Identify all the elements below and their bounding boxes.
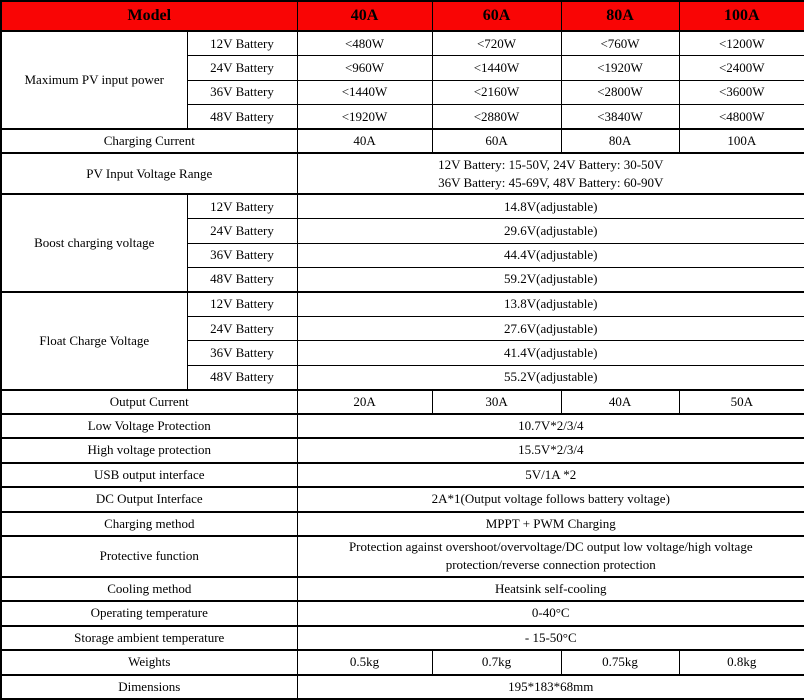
- value-line: Protection against overshoot/overvoltage/DC output low voltage/high voltage: [348, 539, 753, 555]
- value-cell: 30A: [432, 390, 561, 414]
- row-label-cooling-method: Cooling method: [1, 577, 297, 601]
- row-label-storage-ambient-temperature: Storage ambient temperature: [1, 626, 297, 650]
- row-label-operating-temperature: Operating temperature: [1, 601, 297, 625]
- value-cell: <1920W: [297, 105, 432, 129]
- table-row-storage-ambient-temperature: [1, 626, 804, 650]
- row-label-charging-method: Charging method: [1, 512, 297, 536]
- table-row-high-voltage-protection: [1, 438, 804, 462]
- row-label-output-current: Output Current: [1, 390, 297, 414]
- table-row-weights: [1, 650, 804, 674]
- sub-label-cell: 24V Battery: [187, 316, 297, 340]
- value-cell: 50A: [679, 390, 804, 414]
- value-cell: 60A: [432, 129, 561, 153]
- value-line: 12V Battery: 15-50V, 24V Battery: 30-50V: [438, 156, 664, 172]
- table-row-dimensions: [1, 675, 804, 699]
- row-label-protective-function: Protective function: [1, 536, 297, 577]
- value-cell: <2400W: [679, 56, 804, 80]
- row-label-maximum-pv-input-power: Maximum PV input power: [1, 31, 187, 129]
- row-label-boost-charging-voltage: Boost charging voltage: [1, 194, 187, 292]
- value-cell: <2800W: [561, 80, 679, 104]
- table-row-boost-charging-voltage: [1, 194, 804, 218]
- value-cell: Heatsink self-cooling: [297, 577, 804, 601]
- row-label-high-voltage-protection: High voltage protection: [1, 438, 297, 462]
- sub-label-cell: 12V Battery: [187, 292, 297, 316]
- value-cell: 20A: [297, 390, 432, 414]
- value-cell: 14.8V(adjustable): [297, 194, 804, 218]
- value-cell: 0.8kg: [679, 650, 804, 674]
- table-row-dc-output-interface: [1, 487, 804, 511]
- table-row-maximum-pv-input-power: [1, 31, 804, 55]
- table-row-low-voltage-protection: [1, 414, 804, 438]
- value-line: 36V Battery: 45-69V, 48V Battery: 60-90V: [438, 174, 664, 190]
- row-label-dc-output-interface: DC Output Interface: [1, 487, 297, 511]
- value-cell: 29.6V(adjustable): [297, 219, 804, 243]
- value-cell: 27.6V(adjustable): [297, 316, 804, 340]
- value-cell: - 15-50°C: [297, 626, 804, 650]
- table-row-pv-input-voltage-range: [1, 153, 804, 194]
- table-row-float-charge-voltage: [1, 292, 804, 316]
- sub-label-cell: 36V Battery: [187, 243, 297, 267]
- value-cell: [297, 153, 804, 194]
- value-cell: 5V/1A *2: [297, 463, 804, 487]
- value-cell: <480W: [297, 31, 432, 55]
- value-cell: 0.5kg: [297, 650, 432, 674]
- value-cell: 80A: [561, 129, 679, 153]
- sub-label-cell: 48V Battery: [187, 268, 297, 292]
- value-cell: <3600W: [679, 80, 804, 104]
- model-column-header-60A: 60A: [432, 1, 561, 31]
- value-cell: 40A: [297, 129, 432, 153]
- value-cell: 44.4V(adjustable): [297, 243, 804, 267]
- value-cell: 13.8V(adjustable): [297, 292, 804, 316]
- row-label-charging-current: Charging Current: [1, 129, 297, 153]
- model-header-cell: Model: [1, 1, 297, 31]
- sub-label-cell: 24V Battery: [187, 219, 297, 243]
- row-label-low-voltage-protection: Low Voltage Protection: [1, 414, 297, 438]
- value-cell: 0.75kg: [561, 650, 679, 674]
- sub-label-cell: 36V Battery: [187, 341, 297, 365]
- row-label-usb-output-interface: USB output interface: [1, 463, 297, 487]
- value-cell: 10.7V*2/3/4: [297, 414, 804, 438]
- sub-label-cell: 48V Battery: [187, 365, 297, 389]
- row-label-dimensions: Dimensions: [1, 675, 297, 699]
- value-cell: <3840W: [561, 105, 679, 129]
- table-row-output-current: [1, 390, 804, 414]
- table-header-row: [1, 1, 804, 31]
- value-cell: [297, 536, 804, 577]
- sub-label-cell: 24V Battery: [187, 56, 297, 80]
- value-cell: <1200W: [679, 31, 804, 55]
- sub-label-cell: 12V Battery: [187, 31, 297, 55]
- row-label-weights: Weights: [1, 650, 297, 674]
- spec-table-body: [1, 1, 804, 699]
- value-cell: <720W: [432, 31, 561, 55]
- value-cell: 2A*1(Output voltage follows battery voltage): [297, 487, 804, 511]
- value-cell: <2880W: [432, 105, 561, 129]
- value-cell: <2160W: [432, 80, 561, 104]
- row-label-pv-input-voltage-range: PV Input Voltage Range: [1, 153, 297, 194]
- value-cell: <960W: [297, 56, 432, 80]
- sub-label-cell: 48V Battery: [187, 105, 297, 129]
- table-row-charging-method: [1, 512, 804, 536]
- value-cell: 15.5V*2/3/4: [297, 438, 804, 462]
- value-cell: 41.4V(adjustable): [297, 341, 804, 365]
- row-label-float-charge-voltage: Float Charge Voltage: [1, 292, 187, 390]
- table-row-cooling-method: [1, 577, 804, 601]
- table-row-operating-temperature: [1, 601, 804, 625]
- value-cell: <760W: [561, 31, 679, 55]
- value-cell: <1440W: [297, 80, 432, 104]
- table-row-usb-output-interface: [1, 463, 804, 487]
- value-cell: 195*183*68mm: [297, 675, 804, 699]
- sub-label-cell: 36V Battery: [187, 80, 297, 104]
- value-cell: 100A: [679, 129, 804, 153]
- value-cell: <4800W: [679, 105, 804, 129]
- sub-label-cell: 12V Battery: [187, 194, 297, 218]
- table-row-protective-function: [1, 536, 804, 577]
- value-cell: <1440W: [432, 56, 561, 80]
- value-cell: 40A: [561, 390, 679, 414]
- value-cell: 59.2V(adjustable): [297, 268, 804, 292]
- value-cell: 0.7kg: [432, 650, 561, 674]
- value-cell: 0-40°C: [297, 601, 804, 625]
- table-row-charging-current: [1, 129, 804, 153]
- value-cell: MPPT + PWM Charging: [297, 512, 804, 536]
- value-cell: 55.2V(adjustable): [297, 365, 804, 389]
- value-cell: <1920W: [561, 56, 679, 80]
- model-column-header-100A: 100A: [679, 1, 804, 31]
- model-column-header-40A: 40A: [297, 1, 432, 31]
- model-column-header-80A: 80A: [561, 1, 679, 31]
- value-line: protection/reverse connection protection: [445, 557, 656, 573]
